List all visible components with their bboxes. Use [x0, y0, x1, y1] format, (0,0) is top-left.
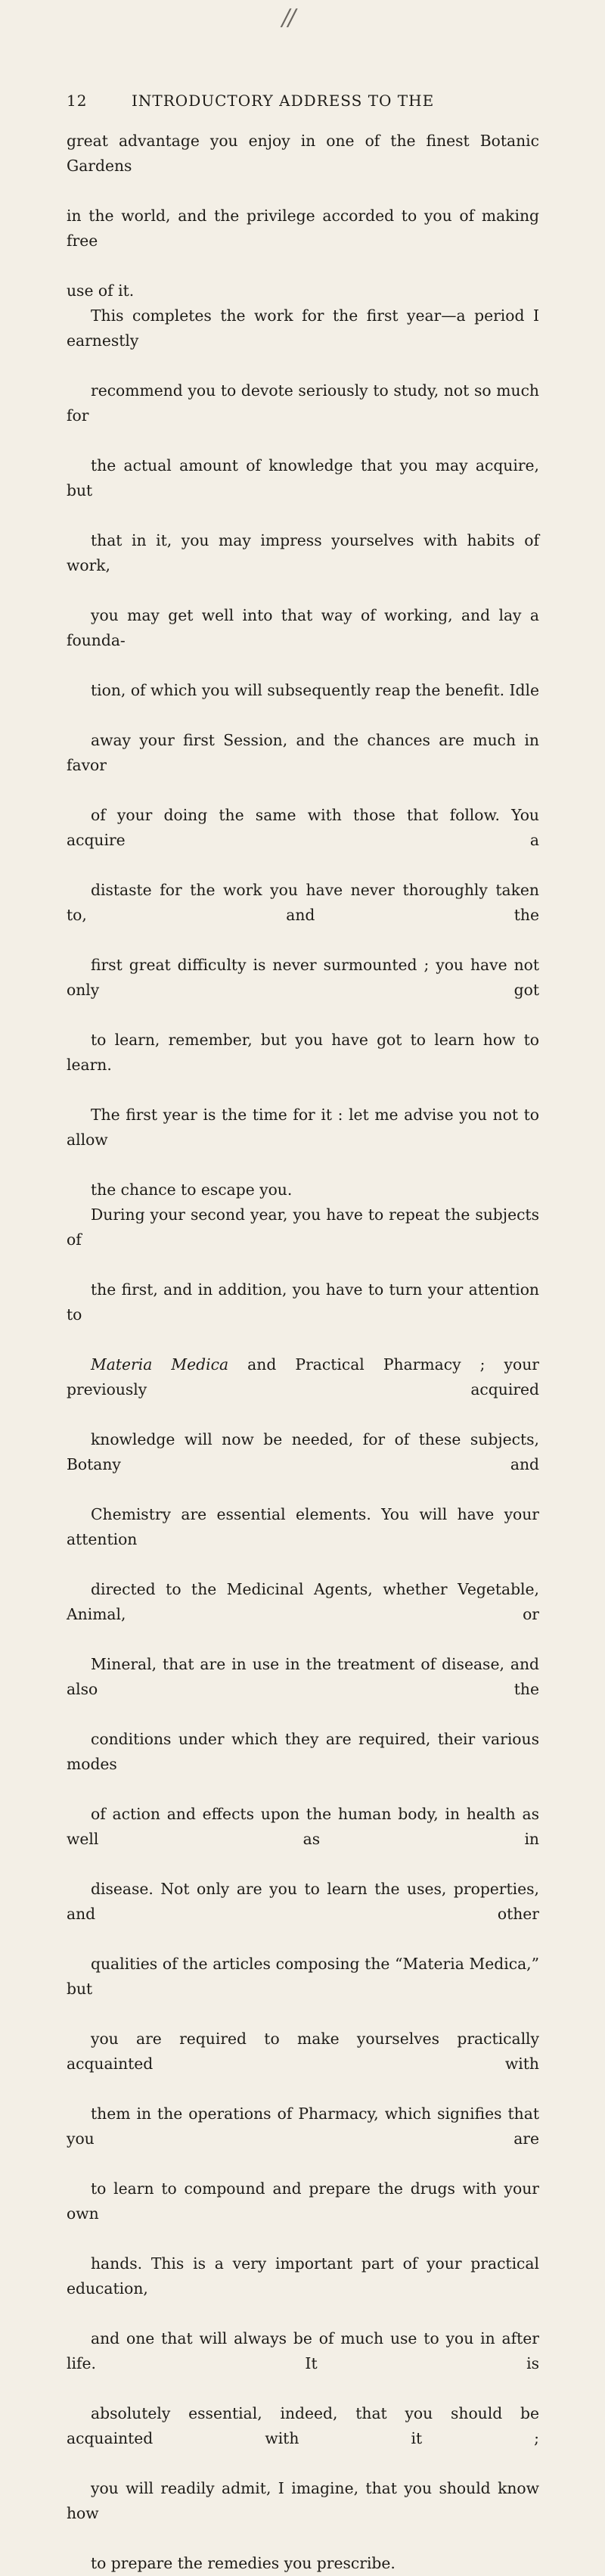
text-line [67, 303, 539, 378]
paragraph-1 [67, 129, 539, 303]
text-run: Chemistry are essential elements. You will have your attention [67, 1505, 539, 1548]
text-run: qualities of the articles composing the “Materia Medica,” but [67, 1955, 539, 1998]
text-run: to learn, remember, but you have got to learn how to learn. [67, 1031, 539, 1074]
text-line [67, 378, 539, 453]
paragraph-3 [67, 1202, 539, 2576]
text-run: absolutely essential, indeed, that you should be acquainted with it ; [67, 2404, 539, 2447]
text-line [67, 2176, 539, 2251]
text-line [67, 953, 539, 1028]
text-line [67, 1502, 539, 1577]
text-line [67, 2251, 539, 2326]
text-run: to learn to compound and prepare the drugs with your own [67, 2179, 539, 2223]
text-line [67, 878, 539, 953]
text-run: disease. Not only are you to learn the uses, properties, and other [67, 1880, 539, 1923]
text-line [67, 1427, 539, 1502]
text-line [67, 1103, 539, 1178]
text-line [67, 2102, 539, 2176]
text-run: to prepare the remedies you prescribe. [91, 2554, 396, 2572]
text-line [67, 803, 539, 878]
text-run: and Practical Pharmacy ; your previously acquired [67, 1355, 539, 1398]
text-run: This completes the work for the first year—a period I earnestly [67, 306, 539, 350]
text-run: The first year is the time for it : let me advise you not to allow [67, 1106, 539, 1149]
text-line [67, 2476, 539, 2551]
text-run: of your doing the same with those that follow. You acquire a [67, 806, 539, 849]
text-run: Mineral, that are in use in the treatment of disease, and also the [67, 1655, 539, 1698]
text-line [67, 453, 539, 528]
text-run: directed to the Medicinal Agents, whether Vegetable, Animal, or [67, 1580, 539, 1623]
text-line [67, 1277, 539, 1352]
paragraph-2 [67, 303, 539, 1202]
text-run: the chance to escape you. [91, 1181, 293, 1199]
text-run: During your second year, you have to repeat the subjects of [67, 1206, 539, 1249]
text-line [67, 204, 539, 278]
italic-term: Materia Medica [91, 1355, 229, 1374]
text-run: knowledge will now be needed, for of these subjects, Botany and [67, 1430, 539, 1473]
text-line [67, 1802, 539, 1877]
text-line [67, 1652, 539, 1727]
text-run: first great difficulty is never surmounted ; you have not only got [67, 956, 539, 999]
text-run: them in the operations of Pharmacy, which signifies that you are [67, 2105, 539, 2148]
text-run: you are required to make yourselves practically acquainted with [67, 2030, 539, 2073]
text-run: that in it, you may impress yourselves with habits of work, [67, 531, 539, 574]
text-line [67, 1727, 539, 1802]
text-run: the actual amount of knowledge that you may acquire, but [67, 456, 539, 499]
text-line [67, 1352, 539, 1427]
text-run: recommend you to devote seriously to study, not so much for [67, 381, 539, 425]
text-line [67, 2027, 539, 2102]
text-line [67, 678, 539, 728]
text-run: in the world, and the privilege accorded to you of making free [67, 207, 539, 250]
text-line [67, 129, 539, 204]
text-run: the first, and in addition, you have to turn your attention to [67, 1280, 539, 1324]
text-run: away your first Session, and the chances are much in favor [67, 731, 539, 774]
text-line [67, 278, 539, 303]
text-line [67, 603, 539, 678]
text-line [67, 1028, 539, 1103]
text-line [67, 2401, 539, 2476]
text-line [67, 1202, 539, 1277]
text-line [67, 1178, 539, 1202]
text-run: use of it. [67, 282, 135, 300]
text-line [67, 2551, 539, 2576]
page-header [67, 92, 460, 114]
text-line [67, 1952, 539, 2027]
text-run: you may get well into that way of working, and lay a founda- [67, 606, 539, 649]
text-run: and one that will always be of much use to you in after life. It is [67, 2329, 539, 2372]
text-run: hands. This is a very important part of your practical education, [67, 2254, 539, 2298]
text-run: tion, of which you will subsequently reap the benefit. Idle [91, 681, 539, 699]
page-number: 12 [67, 92, 88, 110]
running-head: INTRODUCTORY ADDRESS TO THE [132, 92, 435, 110]
text-line [67, 728, 539, 803]
text-run: of action and effects upon the human body, in health as well as in [67, 1805, 539, 1848]
body-text [67, 129, 539, 2576]
text-line [67, 528, 539, 603]
text-line [67, 1877, 539, 1952]
text-run: great advantage you enjoy in one of the finest Botanic Gardens [67, 132, 539, 175]
text-run: you will readily admit, I imagine, that you should know how [67, 2479, 539, 2522]
text-run: distaste for the work you have never thoroughly taken to, and the [67, 881, 539, 924]
text-run: conditions under which they are required, their various modes [67, 1730, 539, 1773]
text-line [67, 1577, 539, 1652]
text-line [67, 2326, 539, 2401]
margin-pencil-mark: // [282, 5, 295, 31]
